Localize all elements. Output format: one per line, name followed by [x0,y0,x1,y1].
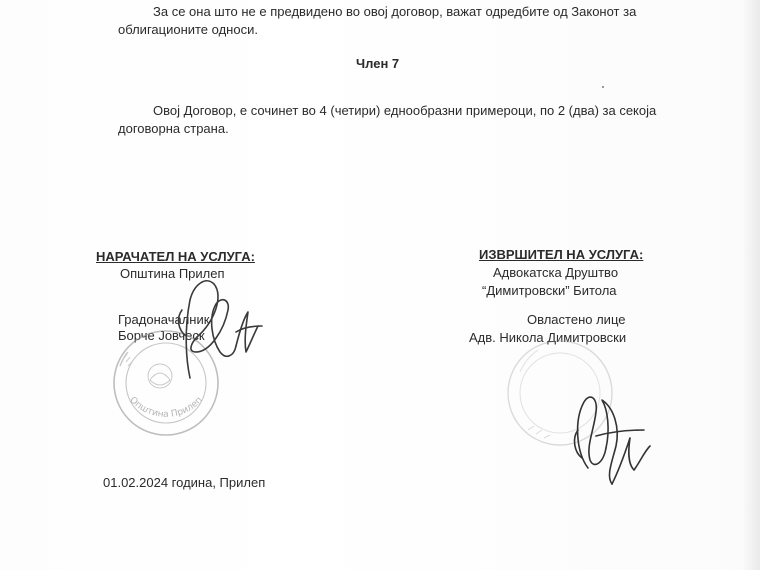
municipality-seal [114,331,218,435]
provider-role: Овластено лице [527,312,626,327]
client-signatory-name: Борче Јовческ [118,328,205,343]
article-heading: Член 7 [356,56,400,71]
lawyer-signature [575,397,650,484]
paper-speck [602,86,604,88]
provider-heading: ИЗВРШИТЕЛ НА УСЛУГА: [479,247,644,262]
law-firm-seal [508,341,612,445]
client-heading: НАРАЧАТЕЛ НА УСЛУГА: [96,249,255,264]
paragraph-2-line-2: договорна страна. [118,121,229,136]
mayor-signature [179,281,262,378]
provider-organization-line-2: “Димитровски” Битола [482,283,617,298]
date-and-place: 01.02.2024 година, Прилеп [103,475,266,490]
seal-bottom-text: Општина Прилеп [127,395,205,420]
paragraph-2-line-1: Овој Договор, е сочинет во 4 (четири) еднообразни примероци, по 2 (два) за секоја [153,103,657,118]
provider-signatory-name: Адв. Никола Димитровски [469,330,627,345]
provider-organization-line-1: Адвокатска Друштво [493,265,619,280]
paragraph-1-line-2: облигационите односи. [118,22,258,37]
paragraph-1-line-1-text: За се она што не е предвидено во овој договор, важат одредбите од Законот за [153,4,637,19]
client-role: Градоначалник [118,312,210,327]
client-organization: Општина Прилеп [120,266,225,281]
